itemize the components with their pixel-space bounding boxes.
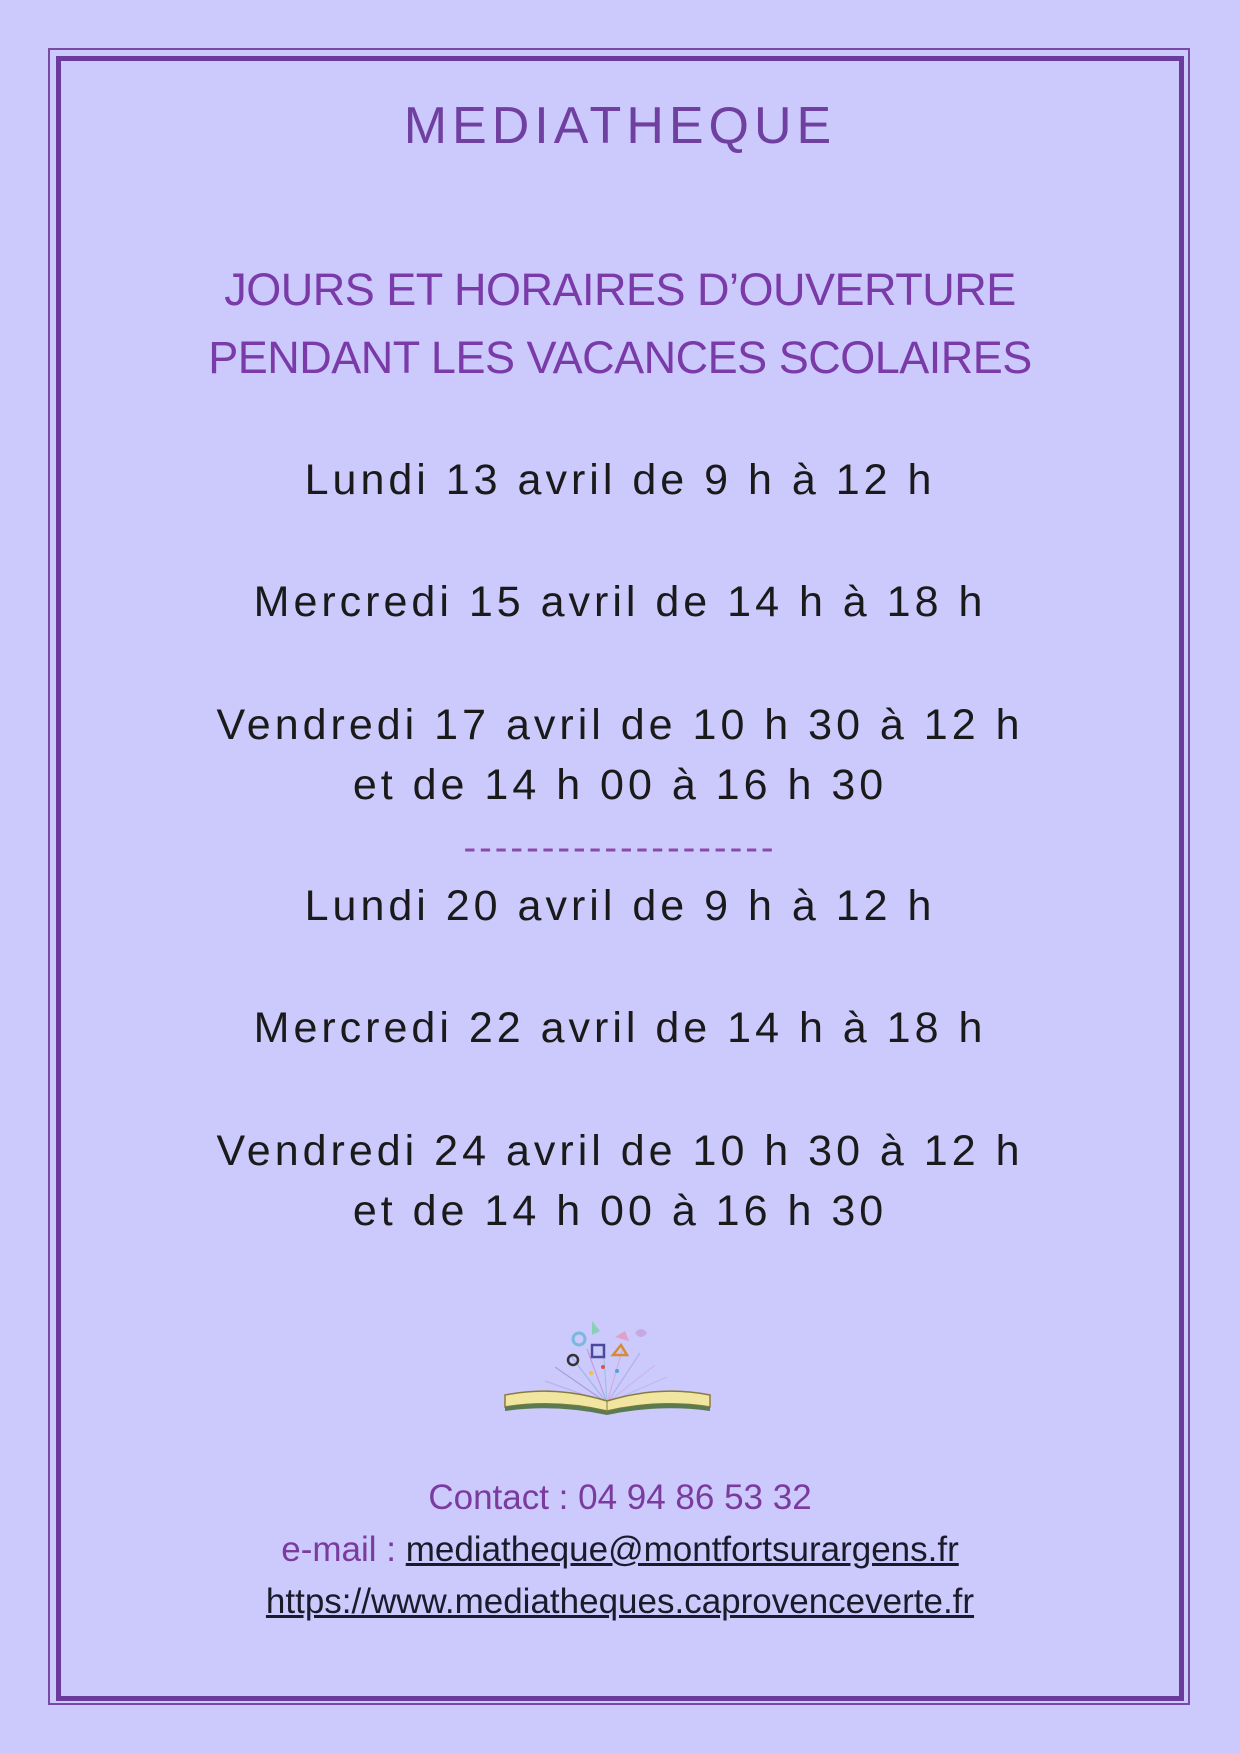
schedule-line: et de 14 h 00 à 16 h 30 xyxy=(352,1187,888,1235)
email-link[interactable]: mediatheque@montfortsurargens.fr xyxy=(405,1530,959,1569)
schedule-line: et de 14 h 00 à 16 h 30 xyxy=(352,761,888,809)
contact-website xyxy=(0,1580,1240,1624)
schedule-line: Vendredi 17 avril de 10 h 30 à 12 h xyxy=(216,701,1024,749)
separator-line: -------------------- xyxy=(463,827,777,869)
schedule-line: Lundi 13 avril de 9 h à 12 h xyxy=(304,456,936,504)
open-book-logo-icon xyxy=(495,1315,720,1415)
schedule-line: Mercredi 15 avril de 14 h à 18 h xyxy=(253,578,987,626)
contact-email-line xyxy=(0,1528,1240,1572)
website-link[interactable]: https://www.mediatheques.caprovenceverte.fr xyxy=(265,1582,975,1621)
subtitle-line-2: PENDANT LES VACANCES SCOLAIRES xyxy=(208,332,1032,383)
contact-phone: Contact : 04 94 86 53 32 xyxy=(428,1478,812,1517)
schedule-line: Mercredi 22 avril de 14 h à 18 h xyxy=(253,1004,987,1052)
email-label: e-mail : xyxy=(281,1530,406,1569)
subtitle-line-1: JOURS ET HORAIRES D’OUVERTURE xyxy=(224,264,1016,315)
page-title: MEDIATHEQUE xyxy=(403,97,837,155)
schedule-line: Vendredi 24 avril de 10 h 30 à 12 h xyxy=(216,1127,1024,1175)
schedule-line: Lundi 20 avril de 9 h à 12 h xyxy=(304,882,936,930)
